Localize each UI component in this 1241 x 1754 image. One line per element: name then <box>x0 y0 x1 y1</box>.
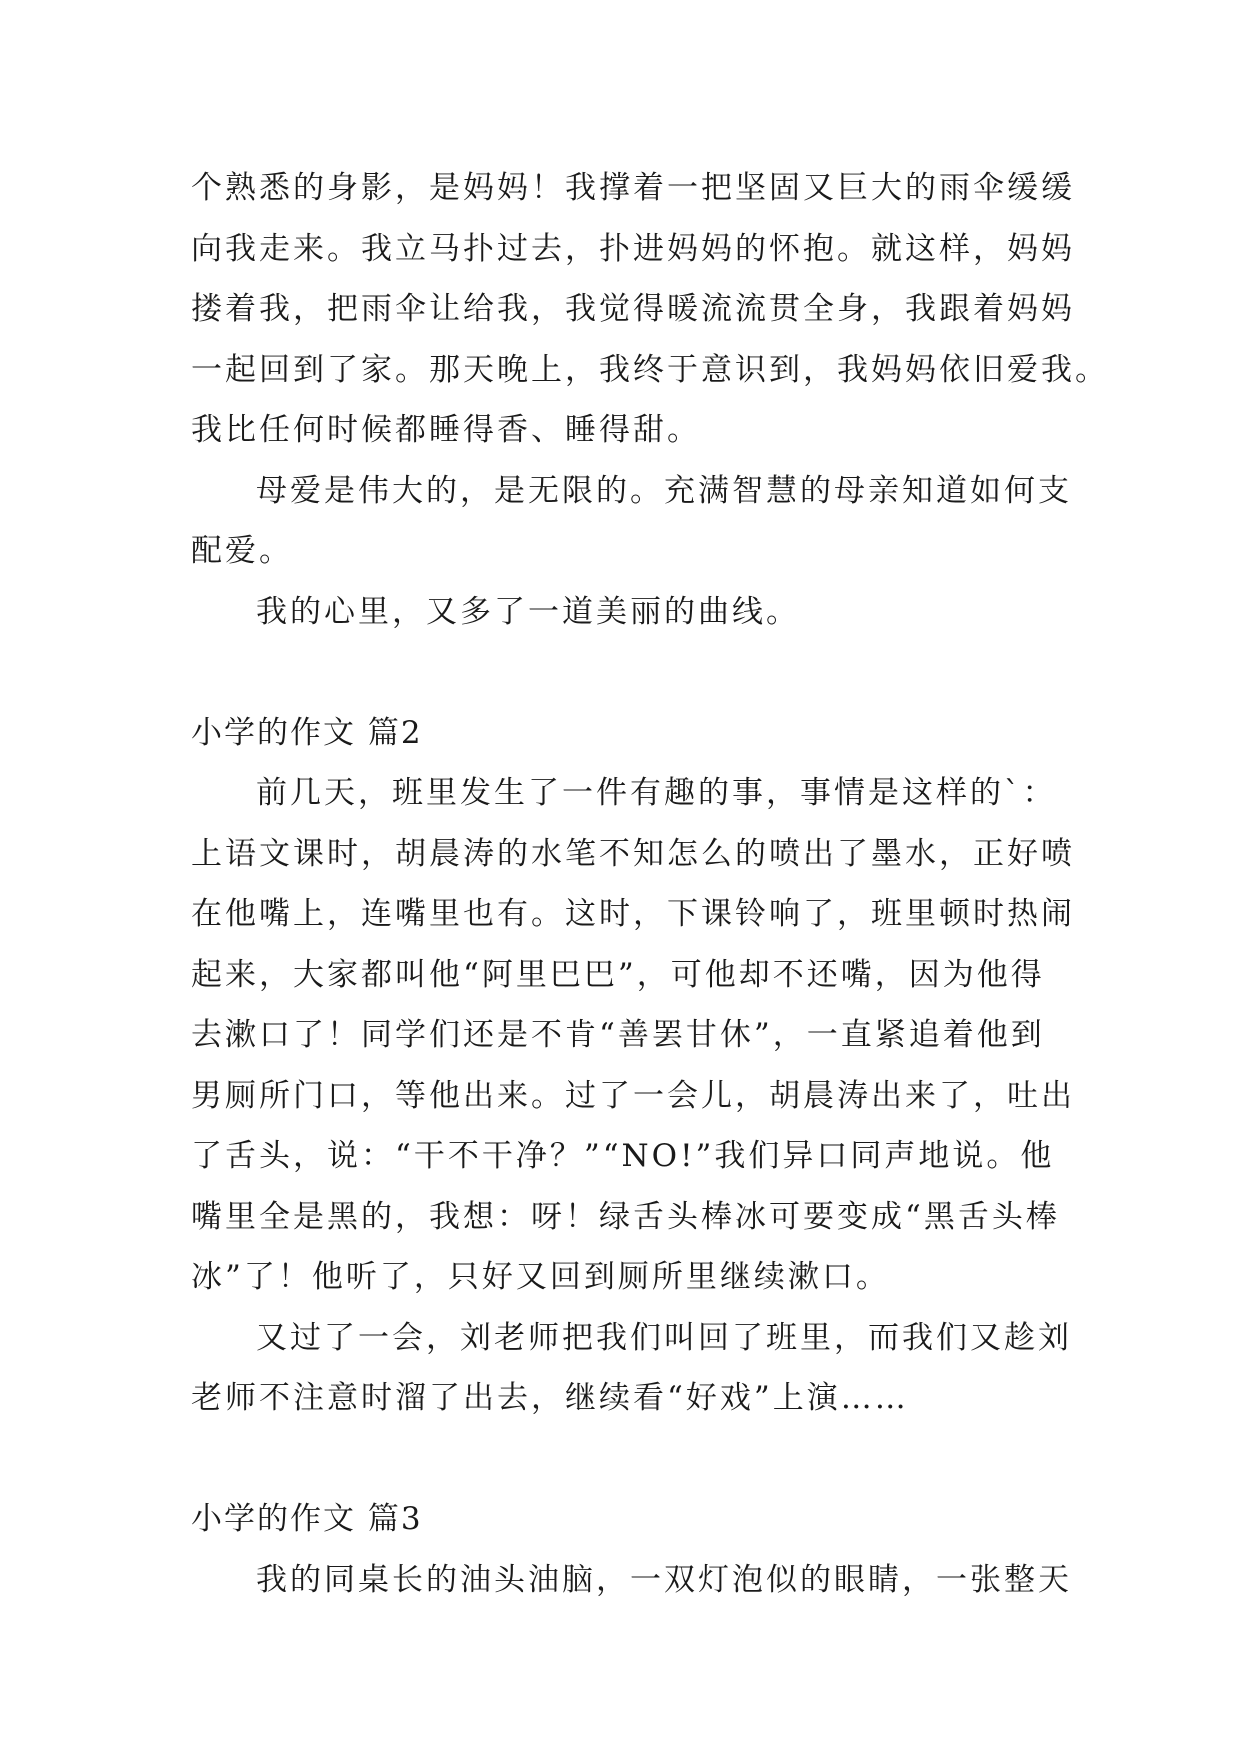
text-line: 男厕所门口，等他出来。过了一会儿，胡晨涛出来了，吐出 <box>191 1077 1075 1114</box>
text-line: 又过了一会，刘老师把我们叫回了班里，而我们又趁刘 <box>256 1319 1072 1356</box>
section-heading: 小学的作文 篇2 <box>191 714 423 751</box>
text-line: 我的心里，又多了一道美丽的曲线。 <box>256 593 800 630</box>
text-line: 在他嘴上，连嘴里也有。这时，下课铃响了，班里顿时热闹 <box>191 896 1075 932</box>
text-line: 母爱是伟大的，是无限的。充满智慧的母亲知道如何支 <box>256 472 1072 509</box>
paragraph <box>191 1308 1072 1429</box>
text-line: 嘴里全是黑的，我想：呀！绿舌头棒冰可要变成“黑舌头棒 <box>191 1198 1060 1235</box>
text-line: 我的同桌长的油头油脑，一双灯泡似的眼睛，一张整天 <box>256 1561 1072 1598</box>
paragraph <box>191 582 1061 643</box>
text-line: 向我走来。我立马扑过去，扑进妈妈的怀抱。就这样，妈妈 <box>191 230 1075 267</box>
section-gap <box>191 642 1061 703</box>
text-line: 前几天，班里发生了一件有趣的事，事情是这样的`： <box>256 775 1057 811</box>
section-gap <box>191 1429 1061 1490</box>
document-body <box>191 158 1109 1610</box>
text-line: 老师不注意时溜了出去，继续看“好戏”上演…… <box>191 1380 909 1416</box>
paragraph <box>191 461 1072 582</box>
text-line: 了舌头，说：“干不干净？”“NO!”我们异口同声地说。他 <box>191 1138 1055 1174</box>
text-line: 上语文课时，胡晨涛的水笔不知怎么的喷出了墨水，正好喷 <box>191 835 1075 872</box>
paragraph <box>191 1550 1072 1611</box>
paragraph <box>191 158 1109 461</box>
text-line: 配爱。 <box>191 533 293 569</box>
text-line: 起来，大家都叫他“阿里巴巴”，可他却不还嘴，因为他得 <box>191 956 1045 993</box>
section-heading: 小学的作文 篇3 <box>191 1501 423 1537</box>
text-line: 一起回到了家。那天晚上，我终于意识到，我妈妈依旧爱我。 <box>191 351 1109 388</box>
text-line: 冰”了！他听了，只好又回到厕所里继续漱口。 <box>191 1259 890 1295</box>
paragraph <box>191 763 1075 1308</box>
text-line: 我比任何时候都睡得香、睡得甜。 <box>191 412 701 448</box>
text-line: 搂着我，把雨伞让给我，我觉得暖流流贯全身，我跟着妈妈 <box>191 291 1075 327</box>
text-line: 去漱口了！同学们还是不肯“善罢甘休”，一直紧追着他到 <box>191 1017 1045 1053</box>
text-line: 个熟悉的身影，是妈妈！我撑着一把坚固又巨大的雨伞缓缓 <box>191 170 1075 206</box>
